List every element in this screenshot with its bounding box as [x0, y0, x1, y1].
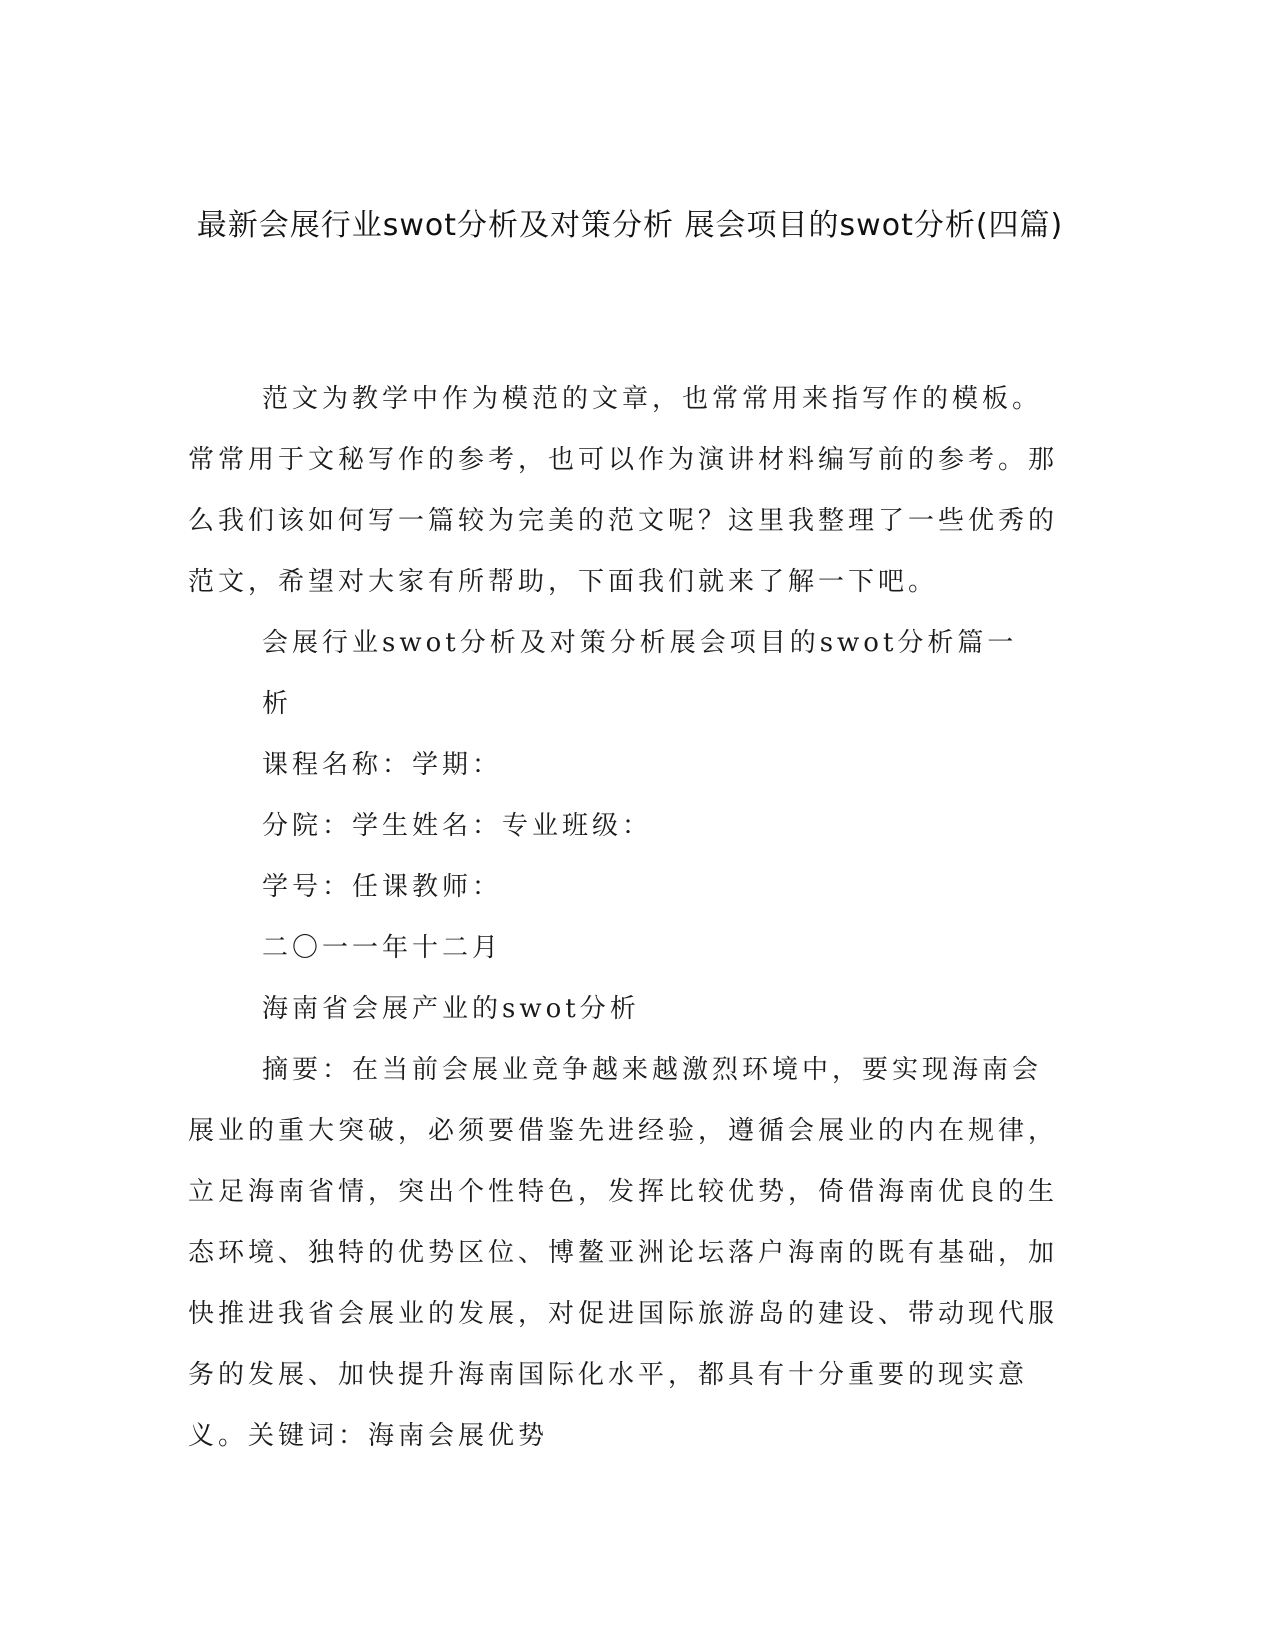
teacher-info-line: 学号：任课教师： — [262, 872, 503, 902]
document-body — [188, 369, 1068, 1467]
date-line: 二〇一一年十二月 — [262, 933, 503, 963]
course-info-line: 课程名称：学期： — [262, 750, 503, 780]
section-heading: 会展行业swot分析及对策分析展会项目的swot分析篇一 — [262, 628, 1018, 658]
body-line: 析 — [262, 689, 293, 719]
student-info-line: 分院：学生姓名：专业班级： — [262, 811, 653, 841]
intro-paragraph: 范文为教学中作为模范的文章，也常常用来指写作的模板。常常用于文秘写作的参考，也可以作为演讲材料编写前的参考。那么我们该如何写一篇较为完美的范文呢？这里我整理了一些优秀的范文，希望对大家有所帮助，下面我们就来了解一下吧。 — [188, 384, 1059, 597]
subtitle-line: 海南省会展产业的swot分析 — [262, 994, 640, 1024]
document-title: 最新会展行业swot分析及对策分析 展会项目的swot分析(四篇) — [196, 208, 1064, 243]
abstract-paragraph: 摘要：在当前会展业竞争越来越激烈环境中，要实现海南会展业的重大突破，必须要借鉴先进经验，遵循会展业的内在规律，立足海南省情，突出个性特色，发挥比较优势，倚借海南优良的生态环境、独特的优势区位、博鳌亚洲论坛落户海南的既有基础，加快推进我省会展业的发展，对促进国际旅游岛的建设、带动现代服务的发展、加快提升海南国际化水平，都具有十分重要的现实意义。关键词：海南会展优势 — [188, 1055, 1059, 1451]
